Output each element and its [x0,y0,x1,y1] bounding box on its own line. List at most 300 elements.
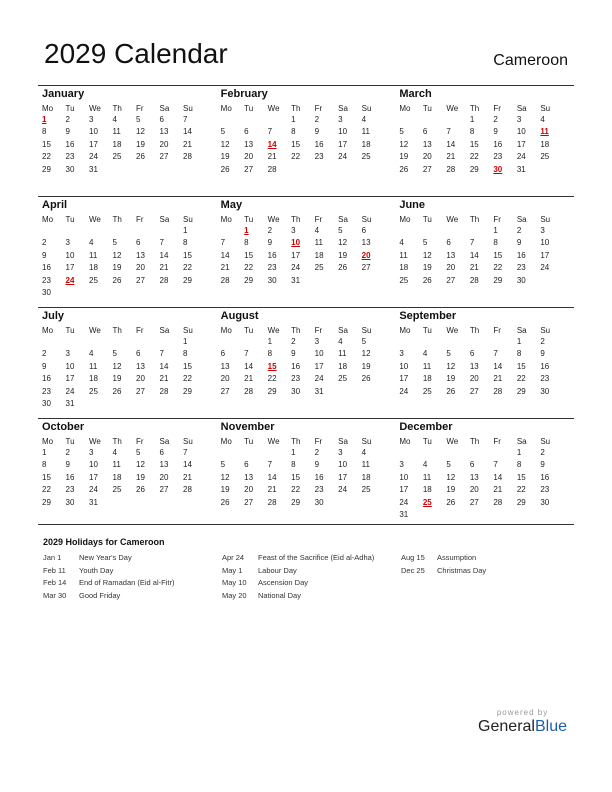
day-cell: 8 [469,127,475,136]
day-cell: 20 [244,485,254,494]
day-cell: 28 [183,152,192,161]
day-cell: 2 [314,114,320,124]
empty-cell [221,225,245,238]
day-cell: 31 [314,386,324,396]
weekday-label: Tu [422,215,432,224]
holiday-day: 11 [540,127,549,136]
day-cell: 23 [42,275,51,285]
day-cell: 12 [136,127,145,136]
day-cell: 25 [361,152,371,161]
day-cell: 1 [516,447,522,457]
day-cell: 24 [65,386,75,396]
weekday-label: Mo [220,437,232,446]
day-cell: 30 [42,399,51,408]
day-cell: 21 [493,374,503,383]
month-name: March [399,88,432,100]
day-cell: 13 [469,361,479,371]
day-cell: 25 [338,374,348,383]
holiday-date: Aug 15 [401,553,425,562]
day-cell: 6 [469,349,475,358]
day-cell: 8 [516,349,522,358]
day-cell: 18 [89,263,98,272]
day-cell: 27 [136,386,145,396]
weekday-label: Mo [399,104,411,113]
day-cell: 20 [422,152,432,161]
weekday-label: Mo [399,326,411,335]
day-cell: 14 [244,361,254,371]
empty-cell [136,225,160,238]
day-cell: 8 [493,238,498,247]
holiday-day: 20 [361,250,371,260]
day-cell: 21 [220,263,230,272]
holiday-item [401,565,486,578]
empty-cell [268,114,292,127]
day-cell: 7 [446,127,451,136]
holiday-name: National Day [258,590,301,600]
day-cell: 25 [314,263,324,272]
weekday-label: Tu [422,104,432,113]
day-cell: 24 [399,497,409,507]
day-cell: 10 [516,127,526,136]
empty-cell [423,447,447,460]
weekday-label: We [267,326,280,335]
day-cell: 31 [399,510,409,519]
month-february [217,86,396,196]
empty-cell [446,336,470,349]
holiday-name: Assumption [437,553,477,562]
day-cell: 26 [422,275,432,285]
empty-cell [221,114,245,127]
day-cell: 30 [267,275,277,285]
day-cell: 18 [540,139,550,149]
empty-cell [470,225,494,238]
brand-name-part1: General [478,718,535,735]
day-cell: 19 [112,263,122,272]
day-cell: 5 [220,460,226,469]
day-cell: 24 [540,263,550,272]
day-cell: 9 [267,238,273,247]
weekday-label: Fr [136,104,144,113]
day-cell: 4 [314,225,320,235]
weekday-label: Th [112,326,122,335]
day-cell: 22 [516,374,526,383]
month-name: June [399,199,426,211]
day-cell: 21 [159,263,169,272]
day-cell: 9 [65,127,70,136]
day-cell: 28 [493,497,503,507]
day-cell: 20 [159,139,169,149]
day-cell: 19 [220,152,230,161]
day-cell: 4 [338,336,343,346]
day-cell: 27 [244,164,254,174]
day-cell: 15 [469,139,479,149]
day-cell: 18 [89,374,98,383]
day-cell: 28 [469,275,479,285]
day-cell: 13 [422,139,432,149]
day-cell: 12 [112,250,122,260]
day-cell: 17 [540,250,550,260]
day-cell: 12 [446,472,456,482]
holiday-item [222,590,374,603]
weekday-label: Sa [516,104,527,113]
day-cell: 19 [446,374,456,383]
day-cell: 1 [291,114,296,124]
holiday-item [43,590,174,603]
day-cell: 23 [42,386,51,396]
holiday-item [43,552,174,565]
day-cell: 4 [89,349,94,358]
day-grid [221,434,396,509]
weekday-label: Th [291,326,301,335]
holiday-item [43,577,174,590]
day-grid [42,101,217,176]
weekday-label: Th [112,215,122,224]
day-cell: 30 [540,386,550,396]
day-cell: 15 [183,361,192,371]
day-cell: 20 [244,152,254,161]
day-cell: 6 [220,349,226,358]
day-cell: 9 [314,127,320,136]
day-cell: 20 [136,374,145,383]
day-cell: 12 [136,460,145,469]
day-cell: 19 [399,152,409,161]
day-cell: 28 [220,275,230,285]
day-cell: 2 [493,114,498,124]
day-cell: 11 [112,127,121,136]
weekday-label: Tu [244,104,254,113]
day-cell: 22 [469,152,479,161]
weekday-label: Su [540,215,551,224]
holiday-date: Apr 24 [222,553,245,562]
day-cell: 29 [244,275,254,285]
day-cell: 21 [493,485,503,494]
day-grid [42,323,217,411]
day-cell: 4 [422,349,428,358]
day-cell: 13 [244,472,254,482]
day-cell: 13 [469,472,479,482]
day-cell: 12 [338,238,348,247]
day-cell: 24 [338,485,348,494]
day-cell: 19 [136,472,145,482]
day-cell: 23 [65,485,75,494]
weekday-label: Tu [422,326,432,335]
day-cell: 13 [446,250,456,260]
day-cell: 16 [314,472,324,482]
day-cell: 28 [446,164,456,174]
day-cell: 30 [65,164,75,174]
day-cell: 1 [183,225,188,235]
day-cell: 21 [446,152,456,161]
day-cell: 5 [112,238,117,247]
weekday-label: Sa [159,326,170,335]
day-cell: 15 [516,361,526,371]
weekday-label: Su [540,326,551,335]
divider [38,524,574,525]
day-cell: 9 [65,460,70,469]
day-cell: 19 [361,361,371,371]
day-cell: 23 [267,263,277,272]
weekday-label: Su [361,326,372,335]
day-cell: 30 [65,497,75,507]
day-cell: 29 [469,164,479,174]
day-cell: 14 [267,472,277,482]
day-cell: 16 [65,139,75,149]
day-cell: 27 [244,497,254,507]
weekday-label: Th [291,215,301,224]
day-cell: 4 [112,114,117,124]
day-cell: 18 [422,485,432,494]
powered-by-text: powered by [496,708,549,717]
day-cell: 11 [314,238,323,247]
day-cell: 27 [422,164,432,174]
day-cell: 14 [493,472,503,482]
day-cell: 28 [183,485,192,494]
day-cell: 20 [220,374,230,383]
holiday-day: 1 [244,225,249,235]
day-cell: 8 [42,127,47,136]
day-cell: 9 [540,349,545,358]
holiday-date: May 10 [222,578,247,587]
day-cell: 21 [183,139,192,149]
day-cell: 16 [291,361,301,371]
day-cell: 27 [446,275,456,285]
day-cell: 10 [338,460,348,469]
day-cell: 5 [220,127,226,136]
month-name: September [399,310,457,322]
holiday-day: 24 [65,275,75,285]
day-cell: 2 [314,447,320,457]
empty-cell [493,336,517,349]
day-cell: 21 [267,152,277,161]
weekday-label: We [446,326,459,335]
weekday-label: Sa [159,437,170,446]
day-cell: 12 [361,349,371,358]
day-cell: 5 [112,349,117,358]
holiday-date: Jan 1 [43,553,62,562]
day-cell: 9 [291,349,296,358]
empty-cell [446,447,470,460]
day-cell: 23 [65,152,75,161]
weekday-label: Fr [493,437,501,446]
day-cell: 2 [291,336,296,346]
holiday-column [43,552,174,602]
weekday-label: We [446,437,459,446]
day-cell: 26 [361,374,371,383]
day-cell: 20 [469,485,479,494]
empty-cell [423,114,447,127]
day-cell: 24 [338,152,348,161]
month-september [395,308,574,418]
day-cell: 3 [516,114,522,124]
day-cell: 24 [89,485,98,494]
holiday-day: 25 [422,497,432,507]
day-cell: 23 [540,374,550,383]
day-cell: 21 [183,472,192,482]
weekday-label: Su [540,437,551,446]
day-cell: 31 [516,164,526,174]
day-cell: 8 [291,127,296,136]
day-cell: 14 [493,361,503,371]
day-cell: 28 [159,386,169,396]
weekday-label: Su [540,104,551,113]
day-cell: 15 [42,139,51,149]
day-cell: 8 [516,460,522,469]
day-cell: 30 [291,386,301,396]
holiday-day: 15 [267,361,277,371]
day-cell: 1 [469,114,475,124]
month-name: April [42,199,68,211]
day-cell: 31 [291,275,301,285]
holiday-name: Good Friday [79,590,121,600]
month-name: November [220,421,275,433]
month-january [38,86,217,196]
day-cell: 7 [159,349,164,358]
day-cell: 26 [446,386,456,396]
day-cell: 16 [516,250,526,260]
holiday-name: Feast of the Sacrifice (Eid al-Adha) [258,553,375,562]
day-grid [399,101,574,176]
day-cell: 26 [446,497,456,507]
country-name: Cameroon [493,52,568,69]
day-cell: 20 [469,374,479,383]
day-cell: 4 [422,460,428,469]
day-cell: 8 [267,349,273,358]
weekday-label: Su [361,437,372,446]
day-cell: 1 [267,336,273,346]
day-cell: 15 [516,472,526,482]
day-cell: 21 [244,374,254,383]
day-cell: 17 [291,250,301,260]
day-cell: 8 [42,460,47,469]
day-cell: 29 [183,386,192,396]
holiday-name: Youth Day [79,565,114,575]
holiday-day: 30 [493,164,503,174]
weekday-label: Su [183,437,193,446]
day-cell: 18 [422,374,432,383]
day-cell: 7 [267,460,273,469]
month-name: July [42,310,65,322]
day-cell: 26 [220,164,230,174]
day-cell: 10 [399,472,409,482]
weekday-label: Sa [516,437,527,446]
day-cell: 9 [42,250,47,260]
day-cell: 9 [42,361,47,371]
day-cell: 15 [291,139,301,149]
day-cell: 25 [89,275,98,285]
day-cell: 17 [399,485,409,494]
day-cell: 5 [136,114,141,124]
holiday-day: 14 [267,139,277,149]
weekday-label: Th [112,104,122,113]
empty-cell [470,447,494,460]
day-cell: 22 [183,263,192,272]
day-cell: 19 [112,374,122,383]
day-cell: 14 [159,250,169,260]
day-cell: 12 [399,139,409,149]
day-cell: 26 [136,485,145,494]
day-cell: 4 [361,114,367,124]
day-cell: 17 [338,139,348,149]
day-cell: 22 [291,485,301,494]
day-cell: 29 [183,275,192,285]
day-cell: 22 [267,374,277,383]
weekday-label: We [267,104,280,113]
day-cell: 18 [314,250,324,260]
day-cell: 7 [267,127,273,136]
weekday-label: We [89,326,101,335]
day-cell: 4 [112,447,117,457]
holiday-date: Dec 25 [401,565,425,575]
day-cell: 5 [136,447,141,457]
day-cell: 17 [338,472,348,482]
day-cell: 19 [136,139,145,149]
month-october [38,419,217,529]
empty-cell [89,225,113,238]
weekday-label: Fr [493,326,501,335]
day-cell: 13 [220,361,230,371]
weekday-label: Mo [42,104,54,113]
weekday-label: Fr [493,215,501,224]
day-cell: 15 [493,250,503,260]
holiday-date: May 20 [222,590,247,600]
month-august [217,308,396,418]
day-cell: 14 [220,250,230,260]
day-cell: 29 [516,386,526,396]
day-cell: 24 [291,263,301,272]
day-cell: 1 [183,336,188,346]
day-grid [42,212,217,300]
weekday-label: We [267,437,280,446]
day-cell: 22 [516,485,526,494]
day-cell: 10 [65,250,75,260]
day-cell: 29 [42,497,51,507]
day-cell: 8 [183,238,188,247]
day-grid [399,212,574,287]
day-cell: 15 [183,250,192,260]
day-cell: 21 [469,263,479,272]
empty-cell [399,225,423,238]
day-cell: 27 [136,275,145,285]
day-cell: 7 [183,447,188,457]
day-cell: 15 [244,250,254,260]
day-cell: 13 [136,361,145,371]
day-grid [221,101,396,176]
holiday-day: 1 [42,114,47,124]
weekday-label: Fr [314,437,323,446]
day-cell: 16 [42,263,51,272]
weekday-label: Fr [136,326,144,335]
empty-cell [160,225,184,238]
day-cell: 3 [314,336,320,346]
empty-cell [113,225,137,238]
holiday-column [222,552,374,602]
day-grid [221,323,396,398]
weekday-label: Sa [516,215,527,224]
day-cell: 25 [112,152,122,161]
empty-cell [42,225,66,238]
day-cell: 7 [244,349,249,358]
day-cell: 15 [42,472,51,482]
day-cell: 23 [516,263,526,272]
day-cell: 12 [112,361,122,371]
day-cell: 13 [244,139,254,149]
weekday-label: Th [469,437,480,446]
day-cell: 22 [244,263,254,272]
day-cell: 10 [89,460,98,469]
month-april [38,197,217,307]
day-cell: 27 [361,263,371,272]
day-cell: 2 [540,336,545,346]
